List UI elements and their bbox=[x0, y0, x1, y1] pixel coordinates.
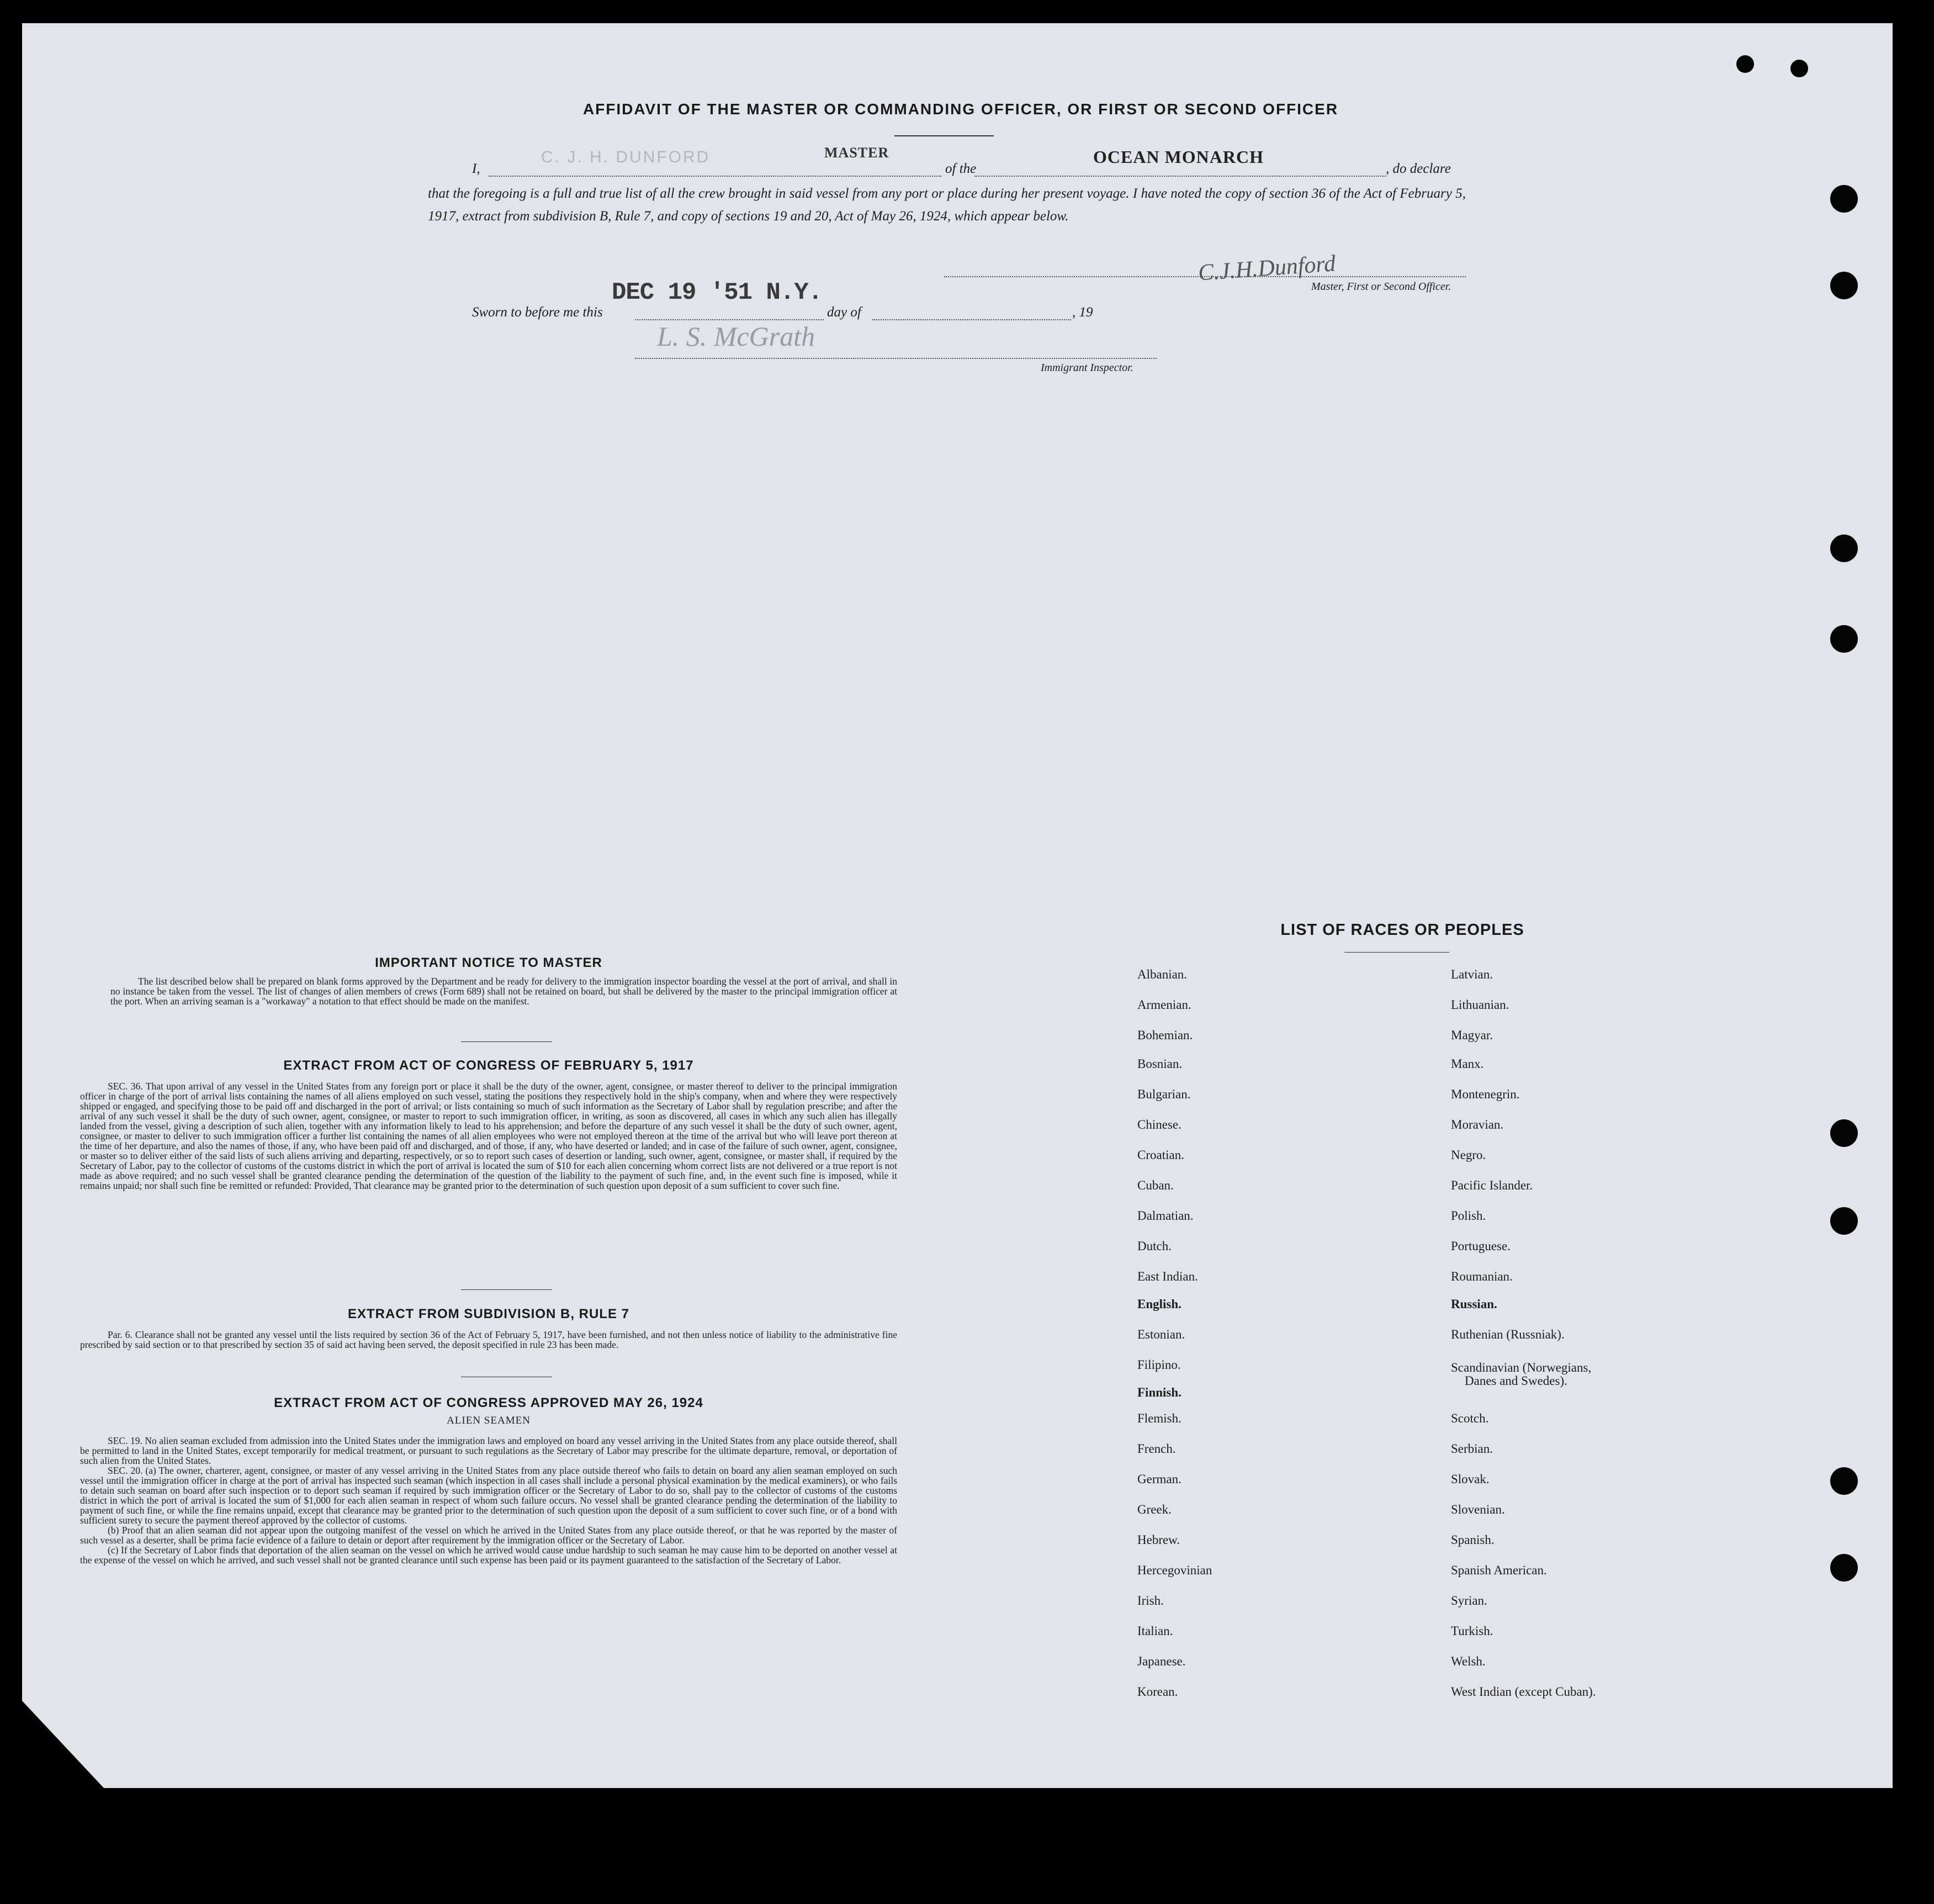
section-divider bbox=[461, 1289, 552, 1290]
vessel-line bbox=[974, 176, 1386, 177]
binder-hole bbox=[1830, 1119, 1858, 1147]
race-item: Ruthenian (Russniak). bbox=[1451, 1327, 1565, 1341]
sec20c-paragraph: (c) If the Secretary of Labor finds that deportation of the alien seaman on the vessel on which he arrived would cause undue hardship to such seaman he may cause him to be deported on another vessel at the expense of the vessel on which he arrived, and such vessel shall not be granted clearance until such expense has been paid or its payment guaranteed to the satisfaction of the Secretary of Labor. bbox=[80, 1545, 897, 1565]
race-item: Magyar. bbox=[1451, 1028, 1493, 1042]
binder-hole bbox=[1830, 535, 1858, 562]
race-item: Serbian. bbox=[1451, 1442, 1493, 1456]
race-item: Slovak. bbox=[1451, 1472, 1490, 1486]
year-label: , 19 bbox=[1072, 305, 1093, 320]
inspector-signature: L. S. McGrath bbox=[657, 321, 815, 352]
race-item: Dutch. bbox=[1137, 1239, 1172, 1253]
day-of-label: day of bbox=[827, 305, 861, 320]
race-item: Danes and Swedes). bbox=[1465, 1374, 1567, 1388]
binder-hole bbox=[1830, 1554, 1858, 1582]
torn-corner bbox=[22, 1701, 105, 1789]
i-label: I, bbox=[472, 161, 480, 176]
race-item: Russian. bbox=[1451, 1297, 1497, 1311]
staple-mark bbox=[1736, 55, 1754, 73]
extract-rule7-text bbox=[80, 1330, 897, 1350]
race-item: Italian. bbox=[1137, 1624, 1173, 1638]
extract-1917-title: EXTRACT FROM ACT OF CONGRESS OF FEBRUARY 5, 1917 bbox=[283, 1058, 694, 1073]
binder-hole bbox=[1830, 272, 1858, 299]
race-item: Hebrew. bbox=[1137, 1533, 1180, 1547]
day-of-line bbox=[872, 319, 1071, 320]
race-item: Scotch. bbox=[1451, 1411, 1489, 1425]
race-item: Pacific Islander. bbox=[1451, 1178, 1533, 1192]
race-item: Manx. bbox=[1451, 1057, 1484, 1071]
binder-hole bbox=[1830, 1467, 1858, 1495]
master-name: C. J. H. DUNFORD bbox=[541, 148, 711, 166]
extract-1924-title: EXTRACT FROM ACT OF CONGRESS APPROVED MAY 26, 1924 bbox=[274, 1395, 703, 1410]
vessel-name: OCEAN MONARCH bbox=[1093, 147, 1264, 167]
sec20b-paragraph: (b) Proof that an alien seaman did not appear upon the outgoing manifest of the vessel on which he arrived in the United States from any place outside thereof, or that he was reported by the master of such vessel as a deserter, shall be prima facie evidence of a failure to detain or deport after requirement by the immigration officer or the Secretary of Labor. bbox=[80, 1525, 897, 1546]
master-signature: C.J.H.Dunford bbox=[1197, 251, 1337, 286]
race-item: Korean. bbox=[1137, 1685, 1178, 1699]
notice-paragraph: The list described below shall be prepared on blank forms approved by the Department and be ready for delivery to the immigration inspector boarding the vessel at the port of arrival, and shall in no instance be taken from the vessel. The list of changes of alien members of crews (Form 689) shall not be retained on board, but shall be delivered by the master to the principal immigration officer at the port. When an arriving seaman is a "workaway" a notation to that effect should be made on the manifest. bbox=[110, 976, 897, 1007]
race-item: Bosnian. bbox=[1137, 1057, 1183, 1071]
races-title: LIST OF RACES OR PEOPLES bbox=[1280, 921, 1524, 939]
notice-title: IMPORTANT NOTICE TO MASTER bbox=[375, 955, 602, 970]
race-item: Hercegovinian bbox=[1137, 1563, 1212, 1577]
sec19-paragraph: SEC. 19. No alien seaman excluded from admission into the United States under the immigration laws and employed on board any vessel arriving in the United States from any place outside thereof, shall be permitted to land in the United States, except temporarily for medical treatment, or pursuant to such regulations as the Secretary of Labor may prescribe for the ultimate departure, removal, or deportation of such alien from the United States. bbox=[80, 1435, 897, 1466]
name-line bbox=[489, 176, 941, 177]
title-divider bbox=[894, 135, 994, 136]
race-item: Spanish American. bbox=[1451, 1563, 1547, 1577]
do-declare-label: , do declare bbox=[1386, 161, 1451, 176]
race-item: Portuguese. bbox=[1451, 1239, 1511, 1253]
race-item: Irish. bbox=[1137, 1594, 1164, 1607]
race-item: Chinese. bbox=[1137, 1118, 1181, 1131]
of-the-label: of the bbox=[945, 161, 977, 176]
race-item: Greek. bbox=[1137, 1503, 1172, 1516]
extract-rule7-title: EXTRACT FROM SUBDIVISION B, RULE 7 bbox=[347, 1307, 630, 1321]
sec36-paragraph: SEC. 36. That upon arrival of any vessel in the United States from any foreign port or place it shall be the duty of the owner, agent, consignee, or master thereof to deliver to the principal immigration officer in charge of the port of arrival lists containing the names of all aliens employed on such vessel, stating the positions they respectively hold in the ship's company, when and where they were respectively shipped or engaged, and specifying those to be paid off and discharged in the port of arrival; or lists containing so much of such information as the Secretary of Labor shall by regulation prescribe; and after the arrival of any such vessel it shall be the duty of such owner, agent, consignee, or master to report to such immigration officer, in writing, as soon as discovered, all cases in which any such alien has illegally landed from the vessel, giving a description of such alien, together with any information likely to lead to his apprehension; and before the departure of any such vessel it shall be the duty of such owner, agent, consignee, or master to deliver to such immigration officer a further list containing the names of all alien employees who were not employed thereon at the time of the arrival but who will leave port thereon at the time of her departure, and also the names of those, if any, who have been paid off and discharged, and of those, if any, who have deserted or landed; and in case of the failure of such owner, agent, consignee, or master so to deliver either of the said lists of such aliens arriving and departing, respectively, or so to report such cases of desertion or landing, such owner, agent, consignee, or master shall, if required by the Secretary of Labor, pay to the collector of customs of the customs district in which the port of arrival is located the sum of $10 for each alien concerning whom correct lists are not delivered or a true report is not made as above required; and no such vessel shall be granted clearance pending the determination of the question of the liability to the payment of such fine, and, in the event such fine is imposed, while it remains unpaid; nor shall such fine be remitted or refunded: Provided, That clearance may be granted prior to the determination of such question upon deposit of a sum sufficient to cover such fine. bbox=[80, 1081, 897, 1191]
race-item: Armenian. bbox=[1137, 998, 1191, 1012]
race-item: Flemish. bbox=[1137, 1411, 1181, 1425]
race-item: Cuban. bbox=[1137, 1178, 1174, 1192]
races-divider bbox=[1344, 952, 1449, 953]
race-item: Bulgarian. bbox=[1137, 1087, 1191, 1101]
race-item: Dalmatian. bbox=[1137, 1209, 1194, 1223]
inspector-caption: Immigrant Inspector. bbox=[1041, 362, 1133, 374]
rank: MASTER bbox=[824, 145, 889, 161]
race-item: Slovenian. bbox=[1451, 1503, 1505, 1516]
race-item: Polish. bbox=[1451, 1209, 1486, 1223]
race-item: Albanian. bbox=[1137, 967, 1188, 981]
binder-hole bbox=[1830, 185, 1858, 213]
race-item: Syrian. bbox=[1451, 1594, 1487, 1607]
race-item: Estonian. bbox=[1137, 1327, 1185, 1341]
sec20a-paragraph: SEC. 20. (a) The owner, charterer, agent, consignee, or master of any vessel arriving in the United States from any place outside thereof who fails to detain on board any alien seaman employed on such vessel until the immigration officer in charge at the port of arrival has inspected such seaman (which inspection in all cases shall include a personal physical examination by the medical examiners), or who fails to detain such seaman on board after such inspection or to deport such seaman if required by such immigration officer or the Secretary of Labor to do so, shall pay to the collector of customs of the customs district in which the port of arrival is located the sum of $1,000 for each alien seaman in respect of whom such failure occurs. No vessel shall be granted clearance pending the determination of the liability to payment of such fine, or while the fine remains unpaid, except that clearance may be granted prior to the determination of such question upon the deposit of a sum sufficient to cover such fine, or of a bond with sufficient surety to secure the payment thereof approved by the collector of customs. bbox=[80, 1465, 897, 1526]
race-item: German. bbox=[1137, 1472, 1181, 1486]
race-item: Croatian. bbox=[1137, 1148, 1184, 1162]
race-item: Negro. bbox=[1451, 1148, 1486, 1162]
race-item: Bohemian. bbox=[1137, 1028, 1193, 1042]
binder-hole bbox=[1830, 625, 1858, 653]
staple-mark bbox=[1790, 60, 1808, 77]
sworn-label: Sworn to before me this bbox=[472, 305, 603, 320]
binder-hole bbox=[1830, 1207, 1858, 1235]
race-item: Latvian. bbox=[1451, 967, 1493, 981]
race-item: Scandinavian (Norwegians, bbox=[1451, 1361, 1592, 1374]
affidavit-title: AFFIDAVIT OF THE MASTER OR COMMANDING OFFICER, OR FIRST OR SECOND OFFICER bbox=[582, 101, 1339, 118]
date-stamp: DEC 19 '51 N.Y. bbox=[612, 279, 823, 306]
race-item: Finnish. bbox=[1137, 1385, 1181, 1399]
signer-caption: Master, First or Second Officer. bbox=[1311, 281, 1451, 293]
par6-paragraph: Par. 6. Clearance shall not be granted any vessel until the lists required by section 36 of the Act of February 5, 1917, have been furnished, and not then unless notice of liability to the administrative fine prescribed by said section or to that prescribed by section 35 of said act having been served, the deposit specified in rule 23 has been made. bbox=[80, 1329, 897, 1350]
race-item: Lithuanian. bbox=[1451, 998, 1509, 1012]
race-item: French. bbox=[1137, 1442, 1176, 1456]
race-item: Japanese. bbox=[1137, 1654, 1186, 1668]
alien-seamen-subtitle: ALIEN SEAMEN bbox=[447, 1415, 531, 1426]
race-item: Montenegrin. bbox=[1451, 1087, 1520, 1101]
extract-1917-text bbox=[80, 1081, 897, 1191]
section-divider bbox=[461, 1041, 552, 1042]
inspector-line bbox=[635, 358, 1157, 359]
race-item: West Indian (except Cuban). bbox=[1451, 1685, 1596, 1699]
race-item: Spanish. bbox=[1451, 1533, 1495, 1547]
race-item: Turkish. bbox=[1451, 1624, 1493, 1638]
race-item: English. bbox=[1137, 1297, 1181, 1311]
extract-1924-text bbox=[80, 1436, 897, 1565]
notice-text bbox=[110, 976, 897, 1006]
race-item: Roumanian. bbox=[1451, 1270, 1513, 1283]
race-item: East Indian. bbox=[1137, 1270, 1198, 1283]
affidavit-body: that the foregoing is a full and true list of all the crew brought in said vessel from any port or place during her present voyage. I have noted the copy of section 36 of the Act of February 5, 1917, extract from subdivision B, Rule 7, and copy of sections 19 and 20, Act of May 26, 1924, which appear below. bbox=[428, 186, 1466, 224]
race-item: Welsh. bbox=[1451, 1654, 1486, 1668]
race-item: Moravian. bbox=[1451, 1118, 1504, 1131]
race-item: Filipino. bbox=[1137, 1358, 1181, 1372]
